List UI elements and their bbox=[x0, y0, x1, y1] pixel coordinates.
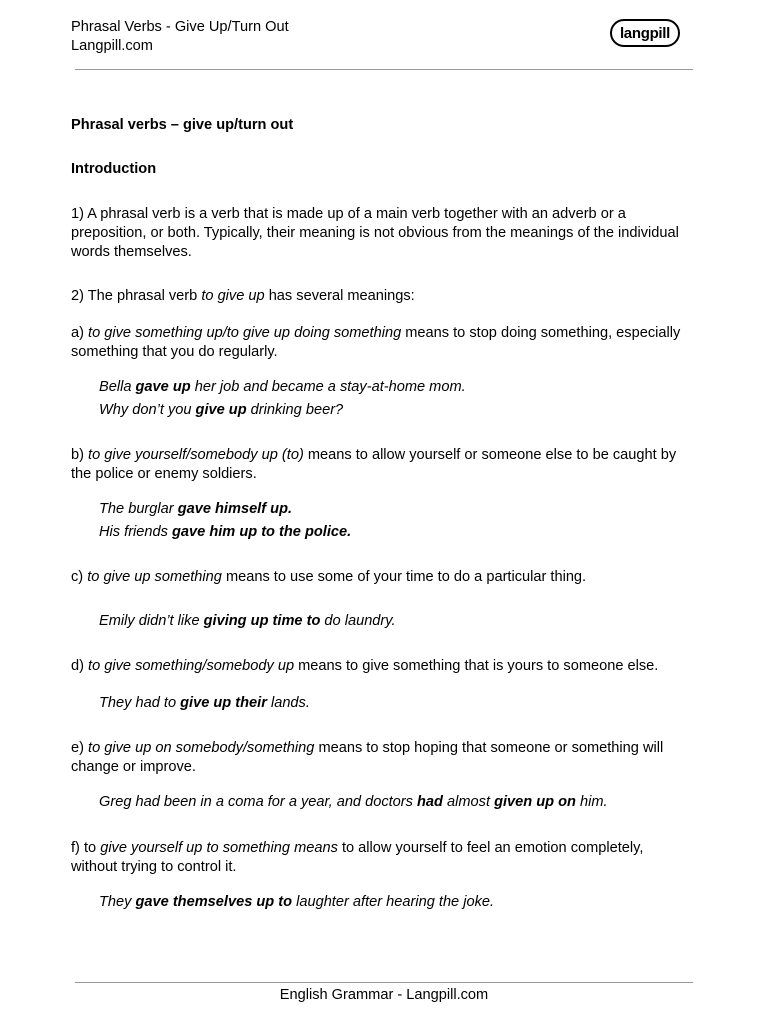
example-a-2 bbox=[99, 401, 699, 420]
example-c-1 bbox=[99, 612, 699, 631]
meaning-c bbox=[71, 568, 691, 587]
langpill-logo bbox=[610, 19, 680, 47]
phrase: to give something up/to give up doing something bbox=[88, 325, 402, 341]
example-b-2 bbox=[99, 523, 699, 542]
meaning-f bbox=[71, 839, 691, 877]
meaning-a bbox=[71, 324, 691, 362]
text-run: give up bbox=[195, 402, 247, 418]
text-run: 2) The phrasal verb bbox=[71, 288, 202, 304]
item-label: b) bbox=[71, 447, 89, 463]
example-f-1 bbox=[99, 893, 699, 912]
header-divider bbox=[75, 69, 693, 70]
definition: means to stop doing something, especially something that you do regularly. bbox=[71, 325, 681, 360]
text-run: to give up bbox=[201, 288, 265, 304]
example-e-1 bbox=[99, 793, 699, 812]
text-run: drinking beer? bbox=[246, 402, 344, 418]
logo-text: langpill bbox=[619, 24, 671, 42]
text-run: Why don’t you bbox=[99, 402, 196, 418]
definition: means to give something that is yours to someone else. bbox=[294, 658, 659, 674]
header-site: Langpill.com bbox=[71, 38, 153, 54]
text-run: him. bbox=[575, 794, 608, 810]
text-run: gave himself up. bbox=[177, 501, 293, 517]
phrase: give yourself up to something means bbox=[100, 840, 338, 856]
text-run: do laundry. bbox=[320, 613, 396, 629]
item-label: e) bbox=[71, 740, 89, 756]
definition: means to stop hoping that someone or something will change or improve. bbox=[71, 740, 664, 775]
example-d-1 bbox=[99, 694, 699, 713]
text-run: has several meanings: bbox=[264, 288, 415, 304]
text-run: almost bbox=[442, 794, 495, 810]
text-run: gave up bbox=[135, 379, 191, 395]
text-run: gave him up to the police. bbox=[172, 524, 352, 540]
footer-divider bbox=[75, 982, 693, 983]
text-run: They bbox=[99, 894, 136, 910]
text-run: They had to bbox=[99, 695, 181, 711]
text-run: given up on bbox=[494, 794, 576, 810]
text-run: give up their bbox=[180, 695, 267, 711]
page-footer: English Grammar - Langpill.com bbox=[279, 987, 489, 1003]
item-label: f) to bbox=[71, 840, 101, 856]
definition: means to use some of your time to do a particular thing. bbox=[221, 569, 587, 585]
phrase: to give yourself/somebody up (to) bbox=[88, 447, 304, 463]
intro-paragraph-1: 1) A phrasal verb is a verb that is made up of a main verb together with an adverb or a preposition, or both. Typically, their meaning is not obvious from the meanings of the individual words themselves. bbox=[71, 206, 679, 260]
example-a-1 bbox=[99, 378, 699, 397]
item-label: c) bbox=[71, 569, 88, 585]
text-run: giving up time to bbox=[203, 613, 321, 629]
text-run: Emily didn’t like bbox=[99, 613, 204, 629]
meaning-e bbox=[71, 739, 691, 777]
doc-subheading: Introduction bbox=[71, 161, 157, 177]
text-run: Greg had been in a coma for a year, and doctors bbox=[99, 794, 418, 810]
text-run: gave themselves up to bbox=[135, 894, 293, 910]
meaning-d bbox=[71, 657, 691, 676]
intro-paragraph-2 bbox=[71, 287, 691, 306]
text-run: The burglar bbox=[99, 501, 178, 517]
phrase: to give up something bbox=[87, 569, 222, 585]
item-label: d) bbox=[71, 658, 89, 674]
definition: means to allow yourself or someone else to be caught by the police or enemy soldiers. bbox=[71, 447, 677, 482]
example-b-1 bbox=[99, 500, 699, 519]
text-run: laughter after hearing the joke. bbox=[292, 894, 495, 910]
phrase: to give something/somebody up bbox=[88, 658, 295, 674]
item-label: a) bbox=[71, 325, 89, 341]
text-run: His friends bbox=[99, 524, 172, 540]
text-run: Bella bbox=[99, 379, 136, 395]
text-run: her job and became a stay-at-home mom. bbox=[190, 379, 466, 395]
page-header bbox=[71, 18, 289, 56]
header-title: Phrasal Verbs - Give Up/Turn Out bbox=[71, 19, 289, 35]
doc-heading: Phrasal verbs – give up/turn out bbox=[71, 117, 294, 133]
text-run: lands. bbox=[266, 695, 310, 711]
meaning-b bbox=[71, 446, 691, 484]
text-run: had bbox=[417, 794, 443, 810]
phrase: to give up on somebody/something bbox=[88, 740, 315, 756]
definition: to allow yourself to feel an emotion completely, without trying to control it. bbox=[71, 840, 644, 875]
